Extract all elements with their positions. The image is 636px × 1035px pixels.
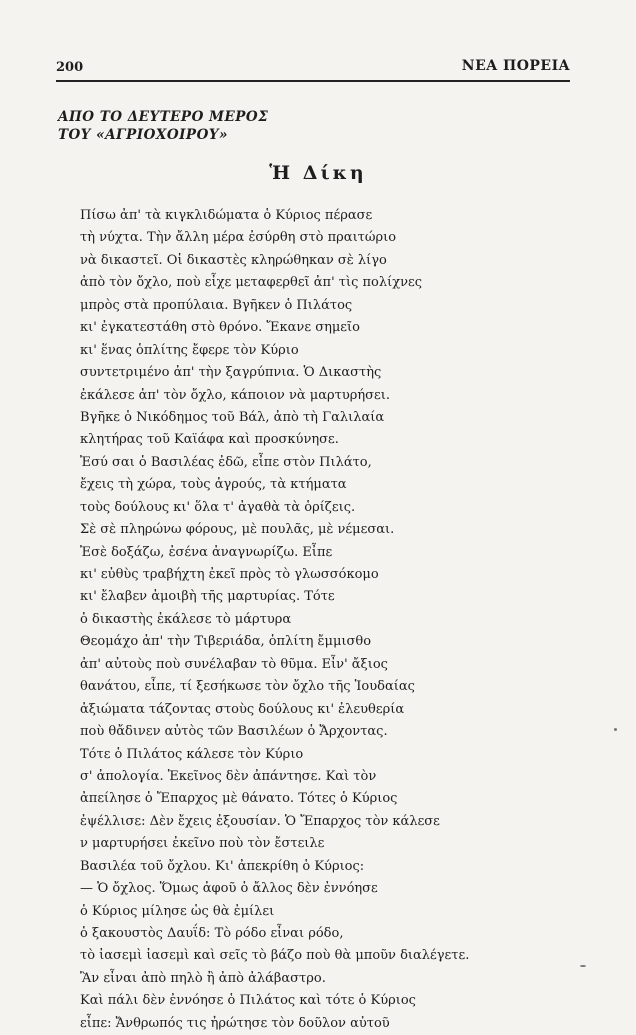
section-heading: [58, 108, 268, 144]
poem-line: σ' ἀπολογία. Ἐκεῖνος δὲν ἀπάντησε. Καὶ τὸν: [80, 768, 377, 784]
poem-line: νὰ δικαστεῖ. Οἱ δικαστὲς κληρώθηκαν σὲ λίγο: [80, 252, 387, 268]
poem-line: Ἐσὲ δοξάζω, ἐσένα ἀναγνωρίζω. Εἶπε: [80, 544, 333, 560]
poem-line: Τότε ὁ Πιλάτος κάλεσε τὸν Κύριο: [80, 746, 304, 762]
poem-body: [80, 205, 600, 1035]
poem-line: ν μαρτυρήσει ἐκεῖνο ποὺ τὸν ἔστειλε: [80, 836, 325, 852]
poem-line: ἔχεις τὴ χώρα, τοὺς ἀγρούς, τὰ κτήματα: [80, 477, 347, 493]
poem-line: — Ὁ ὄχλος. Ὅμως ἀφοῦ ὁ ἄλλος δὲν ἐννόησε: [80, 881, 378, 897]
poem-line: κι' ἐγκατεστάθη στὸ θρόνο. Ἔκανε σημεῖο: [80, 320, 360, 336]
poem-line: κλητήρας τοῦ Καϊάφα καὶ προσκύνησε.: [80, 432, 339, 448]
poem-line: τὸ ἰασεμὶ ἰασεμὶ καὶ σεῖς τὸ βάζο ποὺ θὰ μποῦν διαλέγετε.: [80, 948, 470, 964]
paper-speck: [614, 728, 617, 731]
section-heading-line-2: ΤΟΥ «ΑΓΡΙΟΧΟΙΡΟΥ»: [58, 127, 228, 143]
poem-line: ἐκάλεσε ἀπ' τὸν ὄχλο, κάποιον νὰ μαρτυρήσει.: [80, 387, 390, 403]
poem-line: Σὲ σὲ πληρώνω φόρους, μὲ πουλᾶς, μὲ νέμεσαι.: [80, 522, 395, 538]
poem-line: ἀπὸ τὸν ὄχλο, ποὺ εἶχε μεταφερθεῖ ἀπ' τὶς πολίχνες: [80, 275, 423, 291]
poem-line: Πίσω ἀπ' τὰ κιγκλιδώματα ὁ Κύριος πέρασε: [80, 208, 373, 223]
poem-line: Θεομάχο ἀπ' τὴν Τιβεριάδα, ὁπλίτη ἔμμισθο: [80, 634, 372, 650]
poem-line: κι' ἔλαβεν ἀμοιβὴ τῆς μαρτυρίας. Τότε: [80, 589, 335, 605]
paper-speck: [580, 965, 586, 967]
poem-line: ἐψέλλισε: Δὲν ἔχεις ἐξουσίαν. Ὁ Ἔπαρχος τὸν κάλεσε: [80, 813, 440, 829]
poem-line: τὴ νύχτα. Τὴν ἄλλη μέρα ἐσύρθη στὸ πραιτώριο: [80, 230, 397, 246]
poem-line: ὁ Κύριος μίλησε ὡς θὰ ἐμίλει: [80, 903, 275, 919]
section-heading-line-1: ΑΠΟ ΤΟ ΔΕΥΤΕΡΟ ΜΕΡΟΣ: [58, 109, 269, 125]
poem-line: Καὶ πάλι δὲν ἐννόησε ὁ Πιλάτος καὶ τότε ὁ Κύριος: [80, 993, 416, 1009]
poem-line: ἀπ' αὐτοὺς ποὺ συνέλαβαν τὸ θῦμα. Εἶν' ἄξιος: [80, 656, 388, 672]
journal-title: ΝΕΑ ΠΟΡΕΙΑ: [461, 58, 570, 74]
page-number: 200: [56, 60, 84, 75]
poem-line: κι' εὐθὺς τραβήχτη ἐκεῖ πρὸς τὸ γλωσσόκομο: [80, 567, 379, 582]
poem-line: τοὺς δούλους κι' ὅλα τ' ἀγαθὰ τὰ ὁρίζεις.: [80, 499, 356, 515]
poem-line: μπρὸς στὰ προπύλαια. Βγῆκεν ὁ Πιλάτος: [80, 297, 353, 313]
poem-line: ὁ δικαστὴς ἐκάλεσε τὸ μάρτυρα: [80, 611, 292, 627]
poem-line: ποὺ θἄδινεν αὐτὸς τῶν Βασιλέων ὁ Ἄρχοντας.: [80, 724, 388, 740]
poem-line: ἀξιώματα τάζοντας στοὺς δούλους κι' ἐλευθερία: [80, 701, 405, 717]
poem-line: Βασιλέα τοῦ ὄχλου. Κι' ἀπεκρίθη ὁ Κύριος:: [80, 858, 365, 874]
poem-line: εἶπε: Ἄνθρωπός τις ἠρώτησε τὸν δοῦλον αὐτοῦ: [80, 1015, 390, 1031]
poem-line: ὁ ξακουστὸς Δαυΐδ: Τὸ ρόδο εἶναι ρόδο,: [80, 926, 344, 941]
poem-line: Ἂν εἶναι ἀπὸ πηλὸ ἢ ἀπὸ ἀλάβαστρο.: [80, 970, 326, 986]
header-rule: [56, 80, 570, 82]
poem-line: συντετριμένο ἀπ' τὴν ξαγρύπνια. Ὁ Δικαστὴς: [80, 365, 382, 381]
poem-line: ἀπείλησε ὁ Ἔπαρχος μὲ θάνατο. Τότες ὁ Κύριος: [80, 791, 398, 807]
poem-line: Βγῆκε ὁ Νικόδημος τοῦ Βάλ, ἀπὸ τὴ Γαλιλαία: [80, 409, 385, 425]
poem-line: Ἐσύ σαι ὁ Βασιλέας ἐδῶ, εἶπε στὸν Πιλάτο,: [80, 454, 372, 470]
poem-title: Ἡ Δίκη: [269, 162, 367, 184]
poem-line: κι' ἕνας ὁπλίτης ἔφερε τὸν Κύριο: [80, 342, 299, 358]
poem-line: θανάτου, εἶπε, τί ξεσήκωσε τὸν ὄχλο τῆς Ἰουδαίας: [80, 679, 415, 695]
